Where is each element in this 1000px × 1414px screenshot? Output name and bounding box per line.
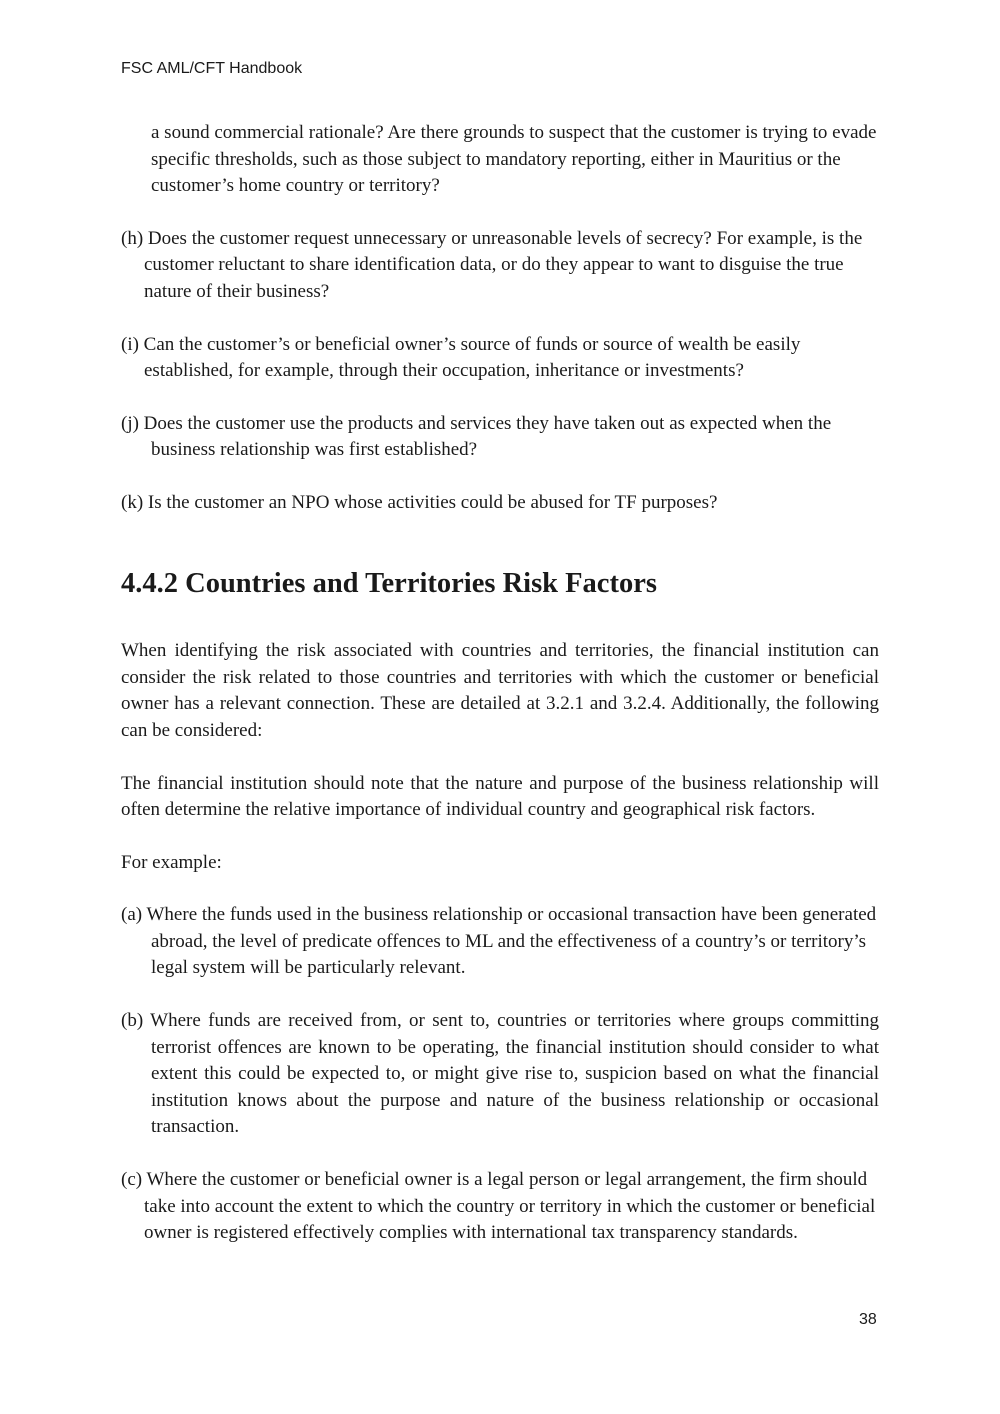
page-number: 38 [859,1311,877,1328]
nature-paragraph: The financial institution should note that the nature and purpose of the business relationship will often determine the relative importance of individual country and geographical risk factors. [121,772,879,821]
continuation-text: a sound commercial rationale? Are there grounds to suspect that the customer is trying to evade specific thresholds, such as those subject to mandatory reporting, either in Mauritius or the customer’s home country or territory? [151,122,877,197]
list-item-j: (j) Does the customer use the products and services they have taken out as expected when the business relationship was first established? [121,412,832,461]
intro-paragraph: When identifying the risk associated with countries and territories, the financial institution can consider the risk related to those countries and territories with which the customer or beneficial owner has a relevant connection. These are detailed at 3.2.1 and 3.2.4. Additionally, the following can be considered: [121,640,879,741]
list-item-a: (a) Where the funds used in the business relationship or occasional transaction have been generated abroad, the level of predicate offences to ML and the effectiveness of a country’s or territory’s legal system will be particularly relevant. [121,904,877,979]
section-heading: 4.4.2 Countries and Territories Risk Factors [121,567,657,599]
list-item-h: (h) Does the customer request unnecessary or unreasonable levels of secrecy? For example, is the customer reluctant to share identification data, or do they appear to want to disguise the true nature of their business? [121,227,863,302]
running-header: FSC AML/CFT Handbook [121,60,303,77]
example-label: For example: [121,851,222,873]
page-body [121,120,879,1247]
list-item-b: (b) Where funds are received from, or sent to, countries or territories where groups committing terrorist offences are known to be operating, the financial institution should consider to what extent this could be expected to, or might give rise to, suspicion based on what the financial institution knows about the purpose and nature of the business relationship or occasional transaction. [121,1010,879,1138]
list-item-c: (c) Where the customer or beneficial owner is a legal person or legal arrangement, the firm should take into account the extent to which the country or territory in which the customer or beneficial owner is registered effectively complies with international tax transparency standards. [121,1169,876,1244]
list-item-k: (k) Is the customer an NPO whose activities could be abused for TF purposes? [121,491,718,513]
list-item-i: (i) Can the customer’s or beneficial owner’s source of funds or source of wealth be easily established, for example, through their occupation, inheritance or investments? [121,333,801,382]
